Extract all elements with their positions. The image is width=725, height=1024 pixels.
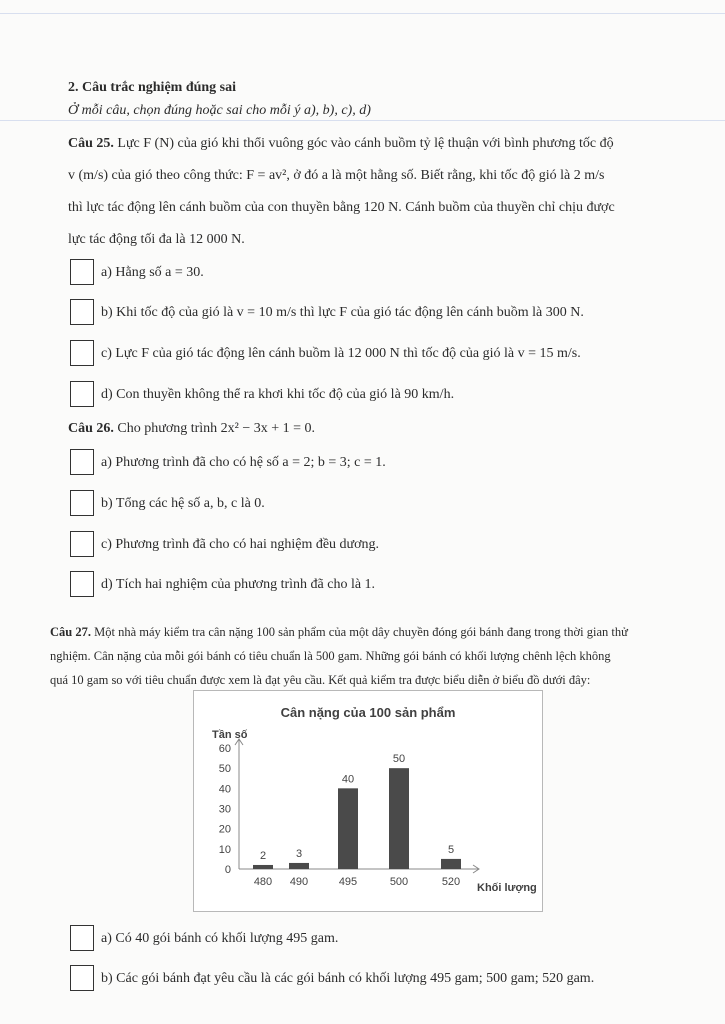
y-tick-label: 0 xyxy=(224,864,231,876)
x-tick-label: 500 xyxy=(389,876,409,888)
answer-checkbox[interactable] xyxy=(70,259,94,285)
answer-checkbox[interactable] xyxy=(70,449,94,475)
x-tick-label: 480 xyxy=(253,876,273,888)
exam-page: 2. Câu trắc nghiệm đúng sai Ở mỗi câu, chọn đúng hoặc sai cho mỗi ý a), b), c), d) Câu 25. Lực F (N) của gió khi thổi vuông góc vào cánh buồm tỷ lệ thuận với bình phương tốc độ v (m/s) của gió theo công thức: F = av², ở đó a là một hằng số. Biết rằng, khi tốc độ gió là 2 m/s thì lực tác động lên cánh buồm của con thuyền bằng 120 N. Cánh buồm của thuyền chỉ chịu được lực tác động tối đa là 12 000 N. a) Hằng số a = 30. b) Khi tốc độ của gió là v = 10 m/s thì lực F của gió tác động lên cánh buồm là 300 N. c) Lực F của gió tác động lên cánh buồm là 12 000 N thì tốc độ của gió là v = 15 m/s. d) Con thuyền không thể ra khơi khi tốc độ của gió là 90 km/h. Câu 26. Cho phương trình 2x² − 3x + 1 = 0. a) Phương trình đã cho có hệ số a = 2; b = 3; c = 1. b) Tổng các hệ số a, b, c là 0. c) Phương trình đã cho có hai nghiệm đều dương. d) Tích hai nghiệm của phương trình đã cho là 1. Câu 27. Một nhà máy kiểm tra cân nặng 100 sản phẩm của một dây chuyền đóng gói bánh đang trong thời gian thử nghiệm. Cân nặng của mỗi gói bánh có tiêu chuẩn là 500 gam. Những gói bánh có khối lượng chênh lệch không quá 10 gam so với tiêu chuẩn được xem là đạt yêu cầu. Kết quả kiểm tra được biểu diễn ở biểu đồ dưới đây: Cân nặng của 100 sản phẩm Tần số Khối lượng 0 10 20 30 40 50 60 2 480 3 490 40 495 50 500 5 520 a) Có 40 gói bánh có khối lượng 495 gam. b) Các gói bánh đạt yêu cầu là các gói bánh có khối lượng 495 gam; 500 gam; 520 gam. xyxy=(0,0,725,1024)
q27-label: Câu 27. xyxy=(50,625,91,639)
y-tick-label: 50 xyxy=(218,763,231,776)
x-axis-label: Khối lượng xyxy=(477,882,537,894)
answer-checkbox[interactable] xyxy=(70,965,94,991)
q25-line-4: lực tác động tối đa là 12 000 N. xyxy=(68,232,245,247)
chart-svg xyxy=(194,691,542,911)
answer-checkbox[interactable] xyxy=(70,531,94,557)
y-tick-label: 20 xyxy=(218,823,231,836)
bar xyxy=(289,863,309,869)
q25-line-3: thì lực tác động lên cánh buồm của con thuyền bằng 120 N. Cánh buồm của thuyền chỉ chịu được xyxy=(68,200,615,215)
bar xyxy=(338,788,358,869)
bar-data-label: 3 xyxy=(295,847,303,860)
bar-data-label: 50 xyxy=(392,753,406,766)
y-axis-label: Tần số xyxy=(212,729,248,741)
y-tick-label: 40 xyxy=(218,783,231,796)
answer-checkbox[interactable] xyxy=(70,340,94,366)
bar xyxy=(389,768,409,869)
q27-line-2: nghiệm. Cân nặng của mỗi gói bánh có tiêu chuẩn là 500 gam. Những gói bánh có khối lượng chênh lệch không xyxy=(50,649,611,663)
y-tick-label: 30 xyxy=(218,803,231,816)
bar xyxy=(441,859,461,869)
chart-title: Cân nặng của 100 sản phẩm xyxy=(280,705,456,720)
x-tick-label: 490 xyxy=(289,876,309,888)
weight-chart xyxy=(193,690,543,912)
q26-label: Câu 26. xyxy=(68,421,114,436)
answer-checkbox[interactable] xyxy=(70,299,94,325)
scan-artifact xyxy=(0,13,725,14)
answer-checkbox[interactable] xyxy=(70,381,94,407)
q25-line-2: v (m/s) của gió theo công thức: F = av², ở đó a là một hằng số. Biết rằng, khi tốc độ gió là 2 m/s xyxy=(68,168,605,183)
x-tick-label: 520 xyxy=(441,876,461,888)
y-tick-label: 60 xyxy=(218,743,231,755)
bar-data-label: 40 xyxy=(341,773,355,786)
bar xyxy=(253,865,273,869)
q27-line-3: quá 10 gam so với tiêu chuẩn được xem là đạt yêu cầu. Kết quả kiểm tra được biểu diễn ở biểu đồ dưới đây: xyxy=(50,673,591,687)
answer-checkbox[interactable] xyxy=(70,571,94,597)
q26-line: Câu 26. Cho phương trình 2x² − 3x + 1 = 0. xyxy=(68,421,316,436)
answer-checkbox[interactable] xyxy=(70,925,94,951)
y-tick-label: 10 xyxy=(218,843,231,856)
q25-label: Câu 25. xyxy=(68,136,114,151)
answer-checkbox[interactable] xyxy=(70,490,94,516)
x-tick-label: 495 xyxy=(338,876,358,888)
bar-data-label: 5 xyxy=(447,843,455,856)
section-instruction: Ở mỗi câu, chọn đúng hoặc sai cho mỗi ý a), b), c), d) xyxy=(68,103,371,118)
bar-data-label: 2 xyxy=(259,849,267,862)
section-title: 2. Câu trắc nghiệm đúng sai xyxy=(68,80,237,95)
q25-line-1: Câu 25. Lực F (N) của gió khi thổi vuông góc vào cánh buồm tỷ lệ thuận với bình phương tốc độ xyxy=(68,136,614,151)
scan-artifact xyxy=(0,120,725,121)
q27-line-1: Câu 27. Một nhà máy kiểm tra cân nặng 100 sản phẩm của một dây chuyền đóng gói bánh đang trong thời gian thử xyxy=(50,625,628,639)
